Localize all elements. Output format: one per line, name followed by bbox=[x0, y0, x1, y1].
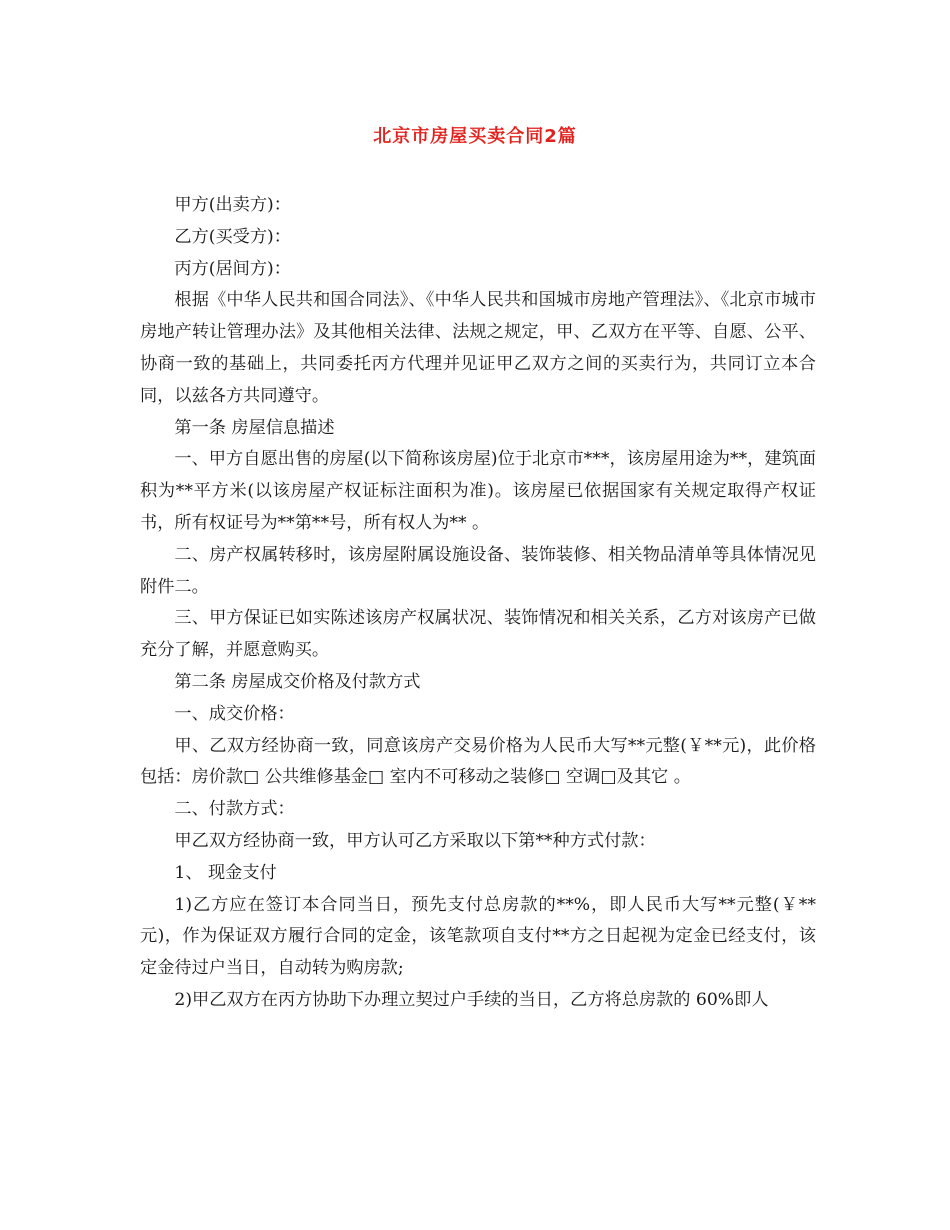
document-title: 北京市房屋买卖合同2篇 bbox=[373, 126, 577, 147]
article-1-clause-1: 一、甲方自愿出售的房屋(以下简称该房屋)位于北京市***，该房屋用途为**，建筑面积为**平方米(以该房屋产权证标注面积为准)。该房屋已依据国家有关规定取得产权证书，所有权证号为**第**号，所有权人为** 。 bbox=[140, 449, 816, 533]
payment-heading: 二、付款方式： bbox=[174, 799, 295, 820]
payment-method-paragraph: 甲乙双方经协商一致，甲方认可乙方采取以下第**种方式付款： bbox=[174, 830, 656, 851]
document-body bbox=[140, 190, 816, 1017]
cash-payment-item-1: 1)乙方应在签订本合同当日，预先支付总房款的**%，即人民币大写**元整(￥**元)，作为保证双方履行合同的定金，该笔款项自支付**方之日起视为定金已经支付，该定金待过户当日，自动转为购房款; bbox=[140, 894, 816, 979]
price-paragraph: 甲、乙双方经协商一致，同意该房产交易价格为人民币大写**元整(￥**元)，此价格包括：房价款□ 公共维修基金□ 室内不可移动之装修□ 空调□及其它 。 bbox=[140, 735, 816, 788]
article-1-clause-2: 二、房产权属转移时，该房屋附属设施设备、装饰装修、相关物品清单等具体情况见附件二。 bbox=[140, 544, 816, 597]
party-c-line: 丙方(居间方)： bbox=[174, 258, 291, 279]
cash-payment-heading: 1、 现金支付 bbox=[174, 862, 277, 883]
preamble-paragraph: 根据《中华人民共和国合同法》、《中华人民共和国城市房地产管理法》、《北京市城市房地产转让管理办法》及其他相关法律、法规之规定，甲、乙双方在平等、自愿、公平、协商一致的基础上，共同委托丙方代理并见证甲乙双方之间的买卖行为，共同订立本合同，以兹各方共同遵守。 bbox=[140, 290, 816, 406]
article-1-clause-3: 三、甲方保证已如实陈述该房产权属状况、装饰情况和相关关系，乙方对该房产已做充分了解，并愿意购买。 bbox=[140, 608, 816, 661]
cash-payment-item-2: 2)甲乙双方在丙方协助下办理立契过户手续的当日，乙方将总房款的 60%即人 bbox=[174, 989, 769, 1010]
price-heading: 一、成交价格： bbox=[174, 703, 295, 724]
article-1-heading: 第一条 房屋信息描述 bbox=[174, 417, 335, 438]
party-b-line: 乙方(买受方)： bbox=[174, 226, 291, 247]
article-2-heading: 第二条 房屋成交价格及付款方式 bbox=[174, 671, 421, 692]
party-a-line: 甲方(出卖方)： bbox=[174, 195, 291, 215]
